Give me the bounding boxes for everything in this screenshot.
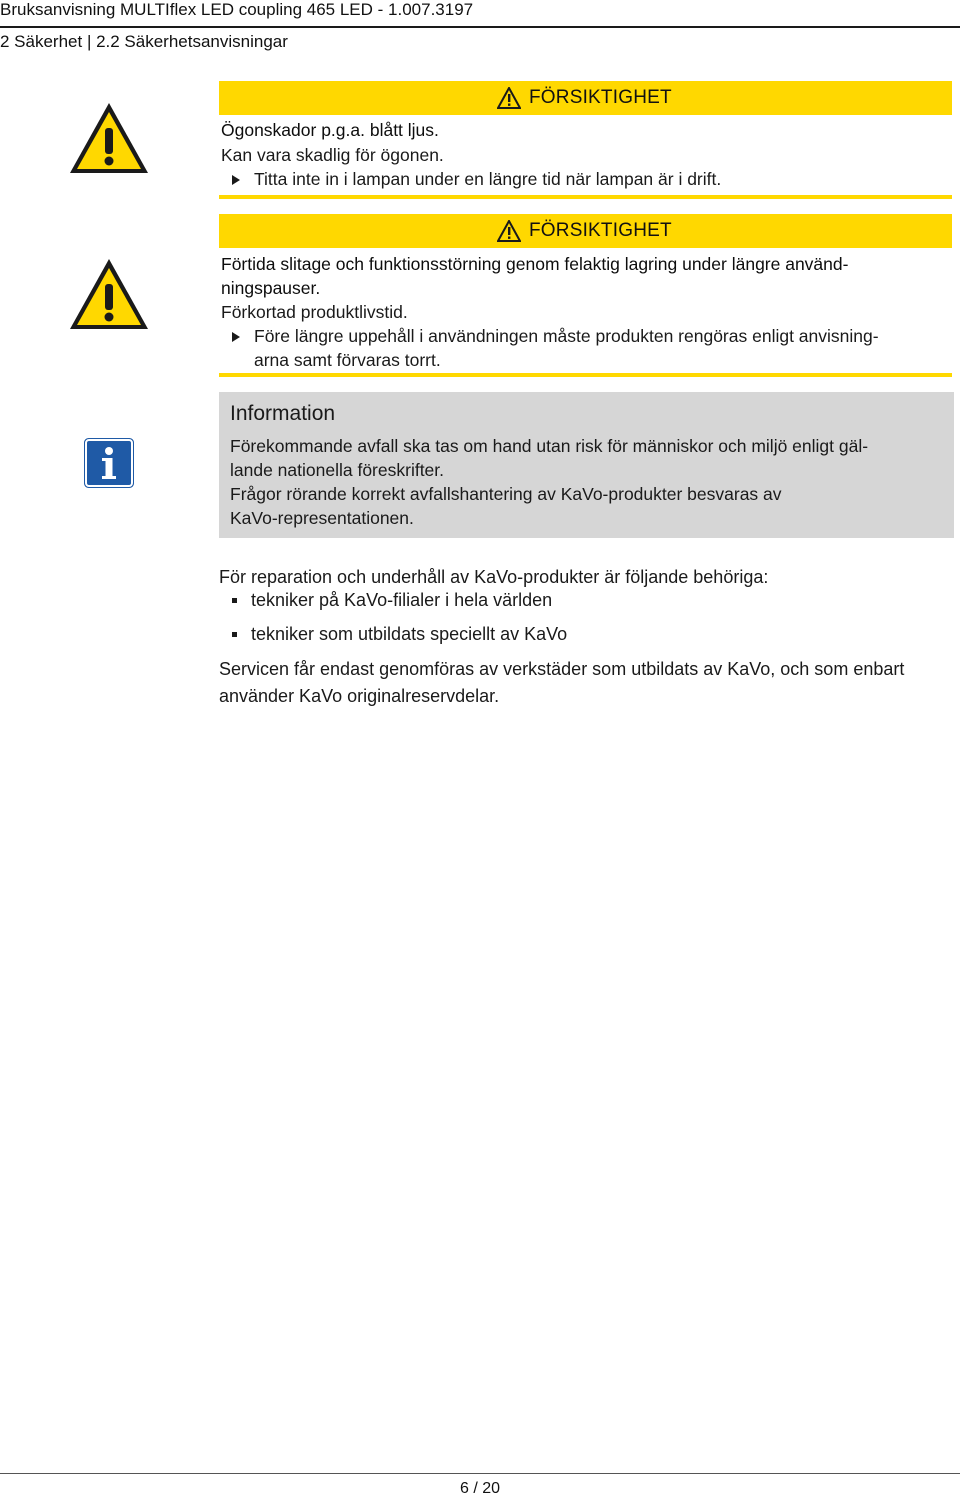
square-bullet-icon xyxy=(232,632,237,637)
warning-banner xyxy=(219,214,952,248)
warning-label: FÖRSIKTIGHET xyxy=(529,220,672,241)
info-icon xyxy=(82,436,136,490)
breadcrumb: 2 Säkerhet | 2.2 Säkerhetsanvisningar xyxy=(0,32,288,51)
warning-headline: Ögonskador p.g.a. blått ljus. xyxy=(221,120,439,140)
footer-divider xyxy=(0,1473,960,1474)
warning-consequence: Förkortad produktlivstid. xyxy=(221,302,408,322)
warning-headline-cont: ningspauser. xyxy=(221,278,321,298)
arrow-bullet-icon xyxy=(232,332,240,342)
square-bullet-icon xyxy=(232,598,237,603)
service-intro: För reparation och underhåll av KaVo-produkter är följande behöriga: xyxy=(219,567,769,587)
warning-action: Titta inte in i lampan under en längre tid när lampan är i drift. xyxy=(232,167,952,191)
service-note: Servicen får endast genomföras av verkstäder som utbildats av KaVo, och som enbart xyxy=(219,659,905,679)
list-item: tekniker på KaVo-filialer i hela världen xyxy=(232,588,932,612)
document-title: Bruksanvisning MULTIflex LED coupling 465 LED - 1.007.3197 xyxy=(0,0,474,19)
header-divider xyxy=(0,26,960,28)
warning-small-icon xyxy=(497,87,521,109)
warning-consequence: Kan vara skadlig för ögonen. xyxy=(221,145,444,165)
service-note-cont: använder KaVo originalreservdelar. xyxy=(219,686,500,706)
warning-bottom-rule xyxy=(219,195,952,199)
list-item: tekniker som utbildats speciellt av KaVo xyxy=(232,622,932,646)
arrow-bullet-icon xyxy=(232,175,240,185)
warning-bottom-rule xyxy=(219,373,952,377)
information-box xyxy=(219,392,954,538)
info-body: Förekommande avfall ska tas om hand utan risk för människor och miljö enligt gäl- lande nationella föreskrifter. Frågor rörande korrekt avfallshantering av KaVo-produkter besvaras av KaVo-representationen. xyxy=(230,436,869,528)
warning-banner xyxy=(219,81,952,115)
warning-headline: Förtida slitage och funktionsstörning genom felaktig lagring under längre använd- xyxy=(221,254,849,274)
page-number: 6 / 20 xyxy=(459,1480,501,1497)
warning-triangle-icon xyxy=(67,100,151,176)
warning-small-icon xyxy=(497,220,521,242)
warning-triangle-icon xyxy=(67,256,151,332)
warning-label: FÖRSIKTIGHET xyxy=(529,87,672,108)
info-title: Information xyxy=(230,402,336,425)
warning-action: Före längre uppehåll i användningen måste produkten rengöras enligt anvisning- arna samt förvaras torrt. xyxy=(232,324,952,372)
